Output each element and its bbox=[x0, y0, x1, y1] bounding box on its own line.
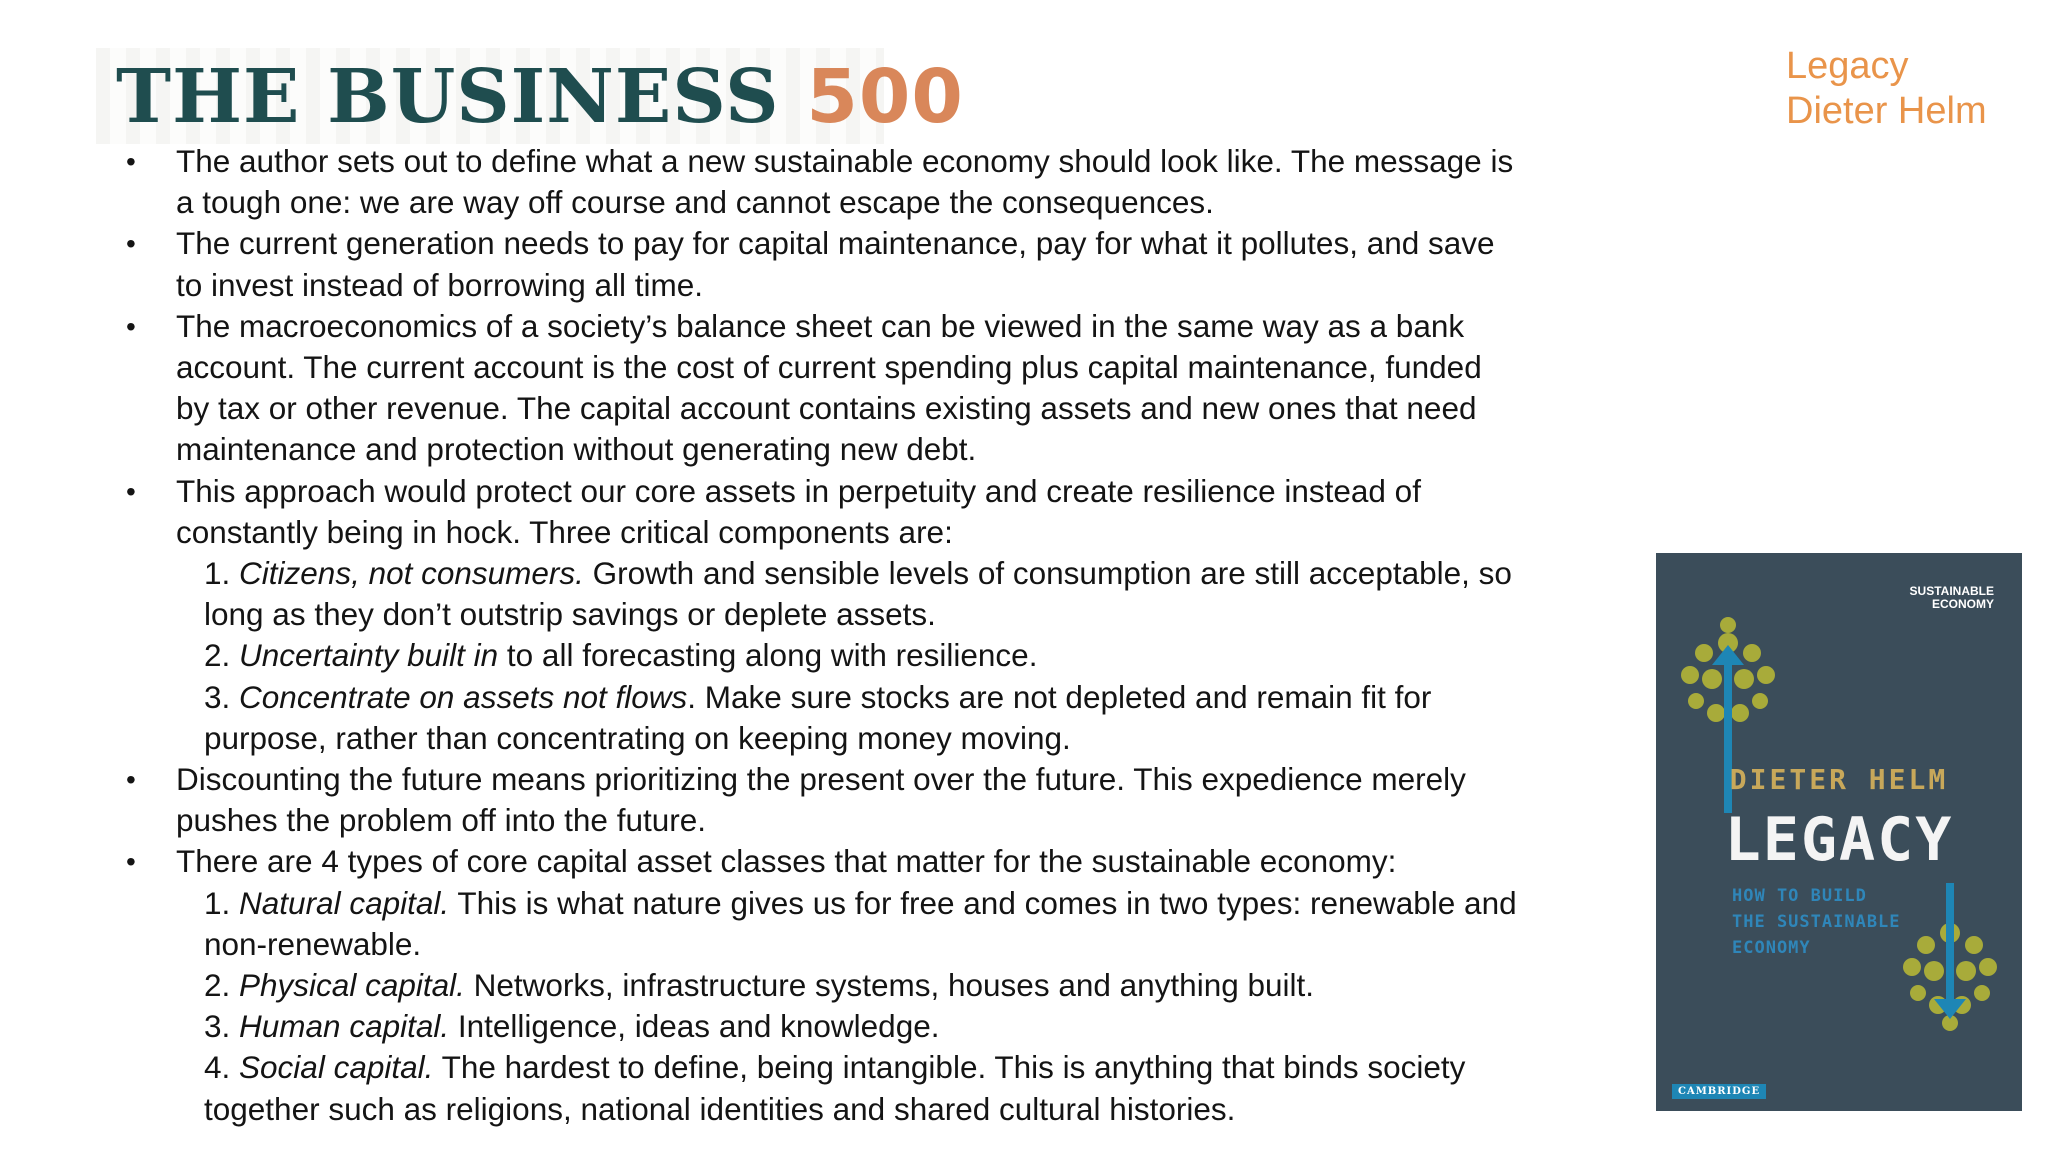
bullet-item: • The author sets out to define what a new sustainable economy should look like. The message is a tough one: we are way off course and cannot escape the consequences. bbox=[126, 141, 1646, 223]
capital-item: 4. Social capital. The hardest to define, being intangible. This is anything that binds society together such as religions, national identities and shared cultural histories. bbox=[204, 1049, 1466, 1127]
logo-text: THE BUSINESS bbox=[116, 54, 780, 140]
bullet-item: • The current generation needs to pay for capital maintenance, pay for what it pollutes, and save to invest instead of borrowing all time. bbox=[126, 223, 1646, 305]
capital-item: 2. Physical capital. Networks, infrastructure systems, houses and anything built. bbox=[204, 967, 1315, 1004]
cover-subtitle: HOW TO BUILD THE SUSTAINABLE ECONOMY bbox=[1732, 886, 1901, 958]
bullet-item: • There are 4 types of core capital asset classes that matter for the sustainable economy: bbox=[126, 841, 1646, 882]
bullet-item: • The macroeconomics of a society’s balance sheet can be viewed in the same way as a bank account. The current account is the cost of current spending plus capital maintenance, funded by tax or other revenue. The capital account contains existing assets and new ones that need maintenance and protection without generating new debt. bbox=[126, 306, 1646, 471]
capital-item: 3. Human capital. Intelligence, ideas and knowledge. bbox=[204, 1008, 940, 1045]
component-item: 3. Concentrate on assets not flows. Make sure stocks are not depleted and remain fit for purpose, rather than concentrating on keeping money moving. bbox=[204, 678, 1432, 756]
book-cover bbox=[1656, 553, 2022, 1111]
book-meta bbox=[1786, 44, 1987, 134]
logo-number: 500 bbox=[806, 54, 964, 140]
cover-publisher: CAMBRIDGE bbox=[1672, 1084, 1766, 1099]
cover-series: SUSTAINABLE ECONOMY bbox=[1909, 584, 1994, 611]
component-item: 1. Citizens, not consumers. Growth and sensible levels of consumption are still acceptable, so long as they don’t outstrip savings or deplete assets. bbox=[204, 555, 1512, 633]
cover-title: LEGACY bbox=[1724, 805, 1954, 875]
summary-list bbox=[126, 141, 1646, 1130]
book-author: Dieter Helm bbox=[1786, 90, 1987, 132]
cover-author: DIETER HELM bbox=[1729, 763, 1949, 796]
component-item: 2. Uncertainty built in to all forecasting along with resilience. bbox=[204, 637, 1038, 674]
capital-item: 1. Natural capital. This is what nature gives us for free and comes in two types: renewable and non-renewable. bbox=[204, 884, 1517, 962]
bullet-item: • Discounting the future means prioritizing the present over the future. This expedience merely pushes the problem off into the future. bbox=[126, 759, 1646, 841]
book-title: Legacy bbox=[1786, 45, 1909, 87]
brand-logo bbox=[116, 52, 964, 142]
bullet-item: • This approach would protect our core assets in perpetuity and create resilience instead of constantly being in hock. Three critical components are: bbox=[126, 471, 1646, 553]
